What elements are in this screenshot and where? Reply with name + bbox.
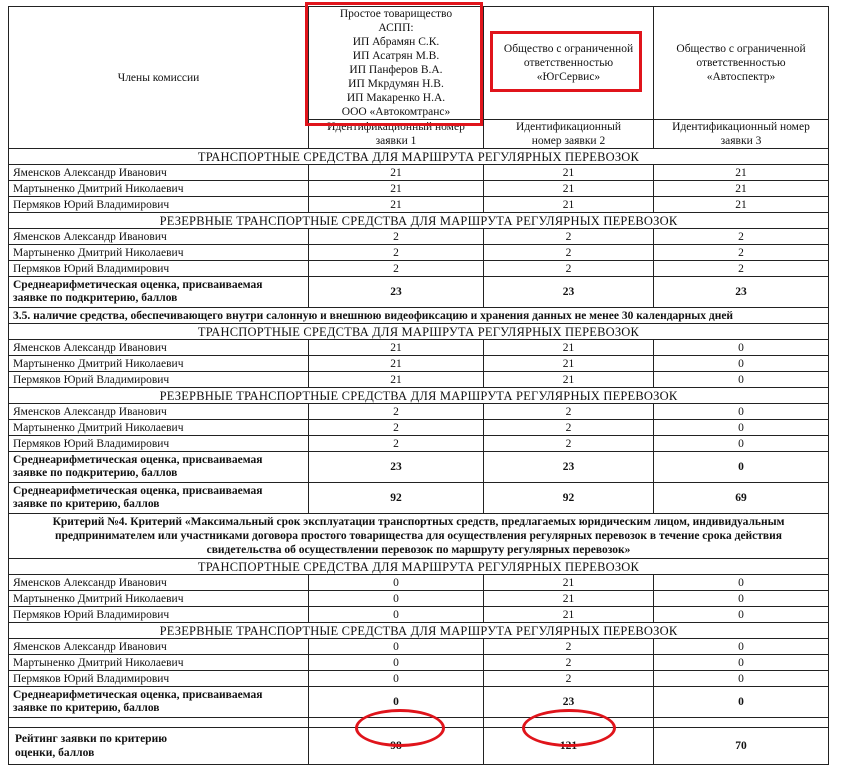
member-name: Мартыненко Дмитрий Николаевич	[9, 420, 309, 436]
score-cell: 21	[484, 591, 654, 607]
rating-value: 70	[654, 728, 829, 765]
score-cell: 2	[654, 229, 829, 245]
table-row	[9, 655, 829, 671]
crit4-line: свидетельства об осуществлении перевозок по маршруту регулярных перевозок»	[206, 544, 631, 556]
section-heading: РЕЗЕРВНЫЕ ТРАНСПОРТНЫЕ СРЕДСТВА ДЛЯ МАРШРУТА РЕГУЛЯРНЫХ ПЕРЕВОЗОК	[9, 388, 829, 404]
rating-line: Рейтинг заявки по критерию	[15, 733, 167, 745]
table-row	[9, 340, 829, 356]
table-row	[9, 607, 829, 623]
score-cell: 0	[654, 591, 829, 607]
rating-line: оценки, баллов	[15, 747, 95, 759]
score-cell: 21	[309, 372, 484, 388]
member-name: Мартыненко Дмитрий Николаевич	[9, 655, 309, 671]
score-cell: 21	[484, 165, 654, 181]
id3-line: Идентификационный номер	[672, 121, 810, 133]
member-name: Пермяков Юрий Владимирович	[9, 372, 309, 388]
score-cell: 0	[654, 420, 829, 436]
crit-avg-label	[9, 687, 309, 718]
member-name: Яменсков Александр Иванович	[9, 340, 309, 356]
criterion-heading: 3.5. наличие средства, обеспечивающего внутри салонную и внешнюю видеофиксацию и хранения данных не менее 30 календарных дней	[9, 308, 829, 324]
id1-header	[309, 120, 484, 149]
org2-line: Общество с ограниченной	[503, 43, 634, 55]
org2-line: ответственностью	[523, 57, 614, 69]
org1-line: ИП Панферов В.А.	[349, 64, 443, 76]
score-cell: 2	[654, 245, 829, 261]
score-cell: 0	[309, 639, 484, 655]
score-cell: 2	[484, 245, 654, 261]
table-row	[9, 181, 829, 197]
score-cell: 0	[309, 575, 484, 591]
score-cell: 0	[309, 671, 484, 687]
table-row	[9, 277, 829, 308]
score-cell: 2	[484, 436, 654, 452]
score-cell: 21	[309, 340, 484, 356]
table-row	[9, 575, 829, 591]
id2-line: Идентификационный	[516, 121, 621, 133]
rating-row	[9, 728, 829, 765]
score-cell: 21	[484, 356, 654, 372]
rating-value: 98	[309, 728, 484, 765]
score-cell: 0	[309, 591, 484, 607]
table-row	[9, 229, 829, 245]
members-header: Члены комиссии	[9, 7, 309, 149]
org3-header	[654, 7, 829, 120]
section-heading: ТРАНСПОРТНЫЕ СРЕДСТВА ДЛЯ МАРШРУТА РЕГУЛЯРНЫХ ПЕРЕВОЗОК	[9, 559, 829, 575]
avg-line: заявке по подкритерию, баллов	[13, 292, 178, 304]
avg-cell: 0	[654, 452, 829, 483]
score-cell: 0	[309, 655, 484, 671]
id1-line: Идентификационный номер	[327, 121, 465, 133]
avg-cell: 92	[309, 483, 484, 514]
score-cell: 0	[654, 372, 829, 388]
org1-line: ИП Асатрян М.В.	[352, 50, 440, 62]
score-cell: 0	[309, 607, 484, 623]
member-name: Мартыненко Дмитрий Николаевич	[9, 245, 309, 261]
score-cell: 2	[309, 436, 484, 452]
avg-line: Среднеарифметическая оценка, присваиваемая	[13, 689, 263, 701]
table-row	[9, 591, 829, 607]
avg-line: Среднеарифметическая оценка, присваиваемая	[13, 279, 263, 291]
score-cell: 21	[484, 340, 654, 356]
table-row	[9, 420, 829, 436]
org3-line: ответственностью	[696, 57, 786, 69]
rating-value: 121	[484, 728, 654, 765]
score-cell: 21	[654, 165, 829, 181]
avg-line: Среднеарифметическая оценка, присваиваемая	[13, 454, 263, 466]
id3-line: заявки 3	[720, 135, 762, 147]
score-cell: 0	[654, 340, 829, 356]
avg-cell: 23	[484, 277, 654, 308]
table-row	[9, 452, 829, 483]
avg-label	[9, 452, 309, 483]
score-cell: 21	[309, 197, 484, 213]
table-row	[9, 261, 829, 277]
org3-line: «Автоспектр»	[706, 71, 776, 83]
org2-line: «ЮгСервис»	[536, 71, 601, 83]
score-cell: 2	[484, 404, 654, 420]
score-cell: 21	[484, 372, 654, 388]
avg-label	[9, 277, 309, 308]
org1-line: ИП Мкрдумян Н.В.	[348, 78, 444, 90]
avg-cell: 23	[309, 277, 484, 308]
avg-line: Среднеарифметическая оценка, присваиваемая	[13, 485, 263, 497]
score-cell: 0	[654, 639, 829, 655]
score-cell: 2	[484, 639, 654, 655]
score-cell: 0	[654, 575, 829, 591]
criterion4-heading	[9, 514, 829, 559]
score-cell: 21	[309, 165, 484, 181]
member-name: Пермяков Юрий Владимирович	[9, 197, 309, 213]
id2-line: номер заявки 2	[531, 135, 606, 147]
table-row	[9, 639, 829, 655]
avg-cell: 23	[309, 452, 484, 483]
crit-avg-label	[9, 483, 309, 514]
org1-header	[309, 7, 484, 120]
id3-header	[654, 120, 829, 149]
evaluation-table	[8, 6, 829, 765]
section-heading: РЕЗЕРВНЫЕ ТРАНСПОРТНЫЕ СРЕДСТВА ДЛЯ МАРШРУТА РЕГУЛЯРНЫХ ПЕРЕВОЗОК	[9, 623, 829, 639]
table-row	[9, 245, 829, 261]
avg-line: заявке по подкритерию, баллов	[13, 467, 178, 479]
member-name: Яменсков Александр Иванович	[9, 575, 309, 591]
avg-line: заявке по критерию, баллов	[13, 498, 160, 510]
score-cell: 2	[484, 420, 654, 436]
score-cell: 2	[484, 655, 654, 671]
table-row	[9, 356, 829, 372]
score-cell: 0	[654, 356, 829, 372]
id2-header	[484, 120, 654, 149]
org1-line: Простое товарищество	[339, 8, 453, 20]
score-cell: 2	[654, 261, 829, 277]
org1-line: ИП Макаренко Н.А.	[346, 92, 446, 104]
avg-cell: 69	[654, 483, 829, 514]
table-row	[9, 483, 829, 514]
member-name: Яменсков Александр Иванович	[9, 639, 309, 655]
score-cell: 2	[309, 261, 484, 277]
member-name: Пермяков Юрий Владимирович	[9, 671, 309, 687]
org2-header	[484, 7, 654, 120]
table-row	[9, 197, 829, 213]
score-cell: 2	[484, 671, 654, 687]
score-cell: 2	[309, 245, 484, 261]
table-row	[9, 687, 829, 718]
member-name: Пермяков Юрий Владимирович	[9, 607, 309, 623]
score-cell: 2	[309, 404, 484, 420]
avg-cell: 23	[654, 277, 829, 308]
score-cell: 0	[654, 655, 829, 671]
avg-cell: 23	[484, 452, 654, 483]
crit4-line: предпринимателем или участниками договора простого товарищества для осуществления регулярных перевозок в течение срока действия	[54, 530, 782, 542]
member-name: Яменсков Александр Иванович	[9, 165, 309, 181]
score-cell: 21	[484, 575, 654, 591]
score-cell: 21	[484, 197, 654, 213]
avg-cell: 0	[654, 687, 829, 718]
member-name: Мартыненко Дмитрий Николаевич	[9, 356, 309, 372]
score-cell: 2	[309, 420, 484, 436]
score-cell: 2	[309, 229, 484, 245]
avg-line: заявке по критерию, баллов	[13, 702, 160, 714]
avg-cell: 0	[309, 687, 484, 718]
member-name: Пермяков Юрий Владимирович	[9, 436, 309, 452]
score-cell: 0	[654, 671, 829, 687]
score-cell: 2	[484, 229, 654, 245]
score-cell: 0	[654, 436, 829, 452]
score-cell: 0	[654, 404, 829, 420]
rating-label	[9, 728, 309, 765]
member-name: Мартыненко Дмитрий Николаевич	[9, 181, 309, 197]
score-cell: 21	[484, 181, 654, 197]
avg-cell: 92	[484, 483, 654, 514]
org1-line: АСПП:	[378, 22, 414, 34]
table-row	[9, 404, 829, 420]
score-cell: 21	[309, 181, 484, 197]
table-row	[9, 165, 829, 181]
score-cell: 2	[484, 261, 654, 277]
table-row	[9, 436, 829, 452]
member-name: Яменсков Александр Иванович	[9, 229, 309, 245]
section-heading: ТРАНСПОРТНЫЕ СРЕДСТВА ДЛЯ МАРШРУТА РЕГУЛЯРНЫХ ПЕРЕВОЗОК	[9, 149, 829, 165]
avg-cell: 23	[484, 687, 654, 718]
score-cell: 21	[654, 181, 829, 197]
org1-line: ООО «Автокомтранс»	[341, 106, 451, 118]
section-heading: ТРАНСПОРТНЫЕ СРЕДСТВА ДЛЯ МАРШРУТА РЕГУЛЯРНЫХ ПЕРЕВОЗОК	[9, 324, 829, 340]
table-row	[9, 671, 829, 687]
score-cell: 21	[484, 607, 654, 623]
score-cell: 0	[654, 607, 829, 623]
section-heading: РЕЗЕРВНЫЕ ТРАНСПОРТНЫЕ СРЕДСТВА ДЛЯ МАРШРУТА РЕГУЛЯРНЫХ ПЕРЕВОЗОК	[9, 213, 829, 229]
org3-line: Общество с ограниченной	[676, 43, 806, 55]
member-name: Яменсков Александр Иванович	[9, 404, 309, 420]
id1-line: заявки 1	[375, 135, 417, 147]
member-name: Пермяков Юрий Владимирович	[9, 261, 309, 277]
score-cell: 21	[309, 356, 484, 372]
crit4-line: Критерий №4. Критерий «Максимальный срок эксплуатации транспортных средств, предлагаемых юридическим лицом, индивидуальным	[52, 516, 785, 528]
table-row	[9, 372, 829, 388]
score-cell: 21	[654, 197, 829, 213]
member-name: Мартыненко Дмитрий Николаевич	[9, 591, 309, 607]
org1-line: ИП Абрамян С.К.	[352, 36, 440, 48]
